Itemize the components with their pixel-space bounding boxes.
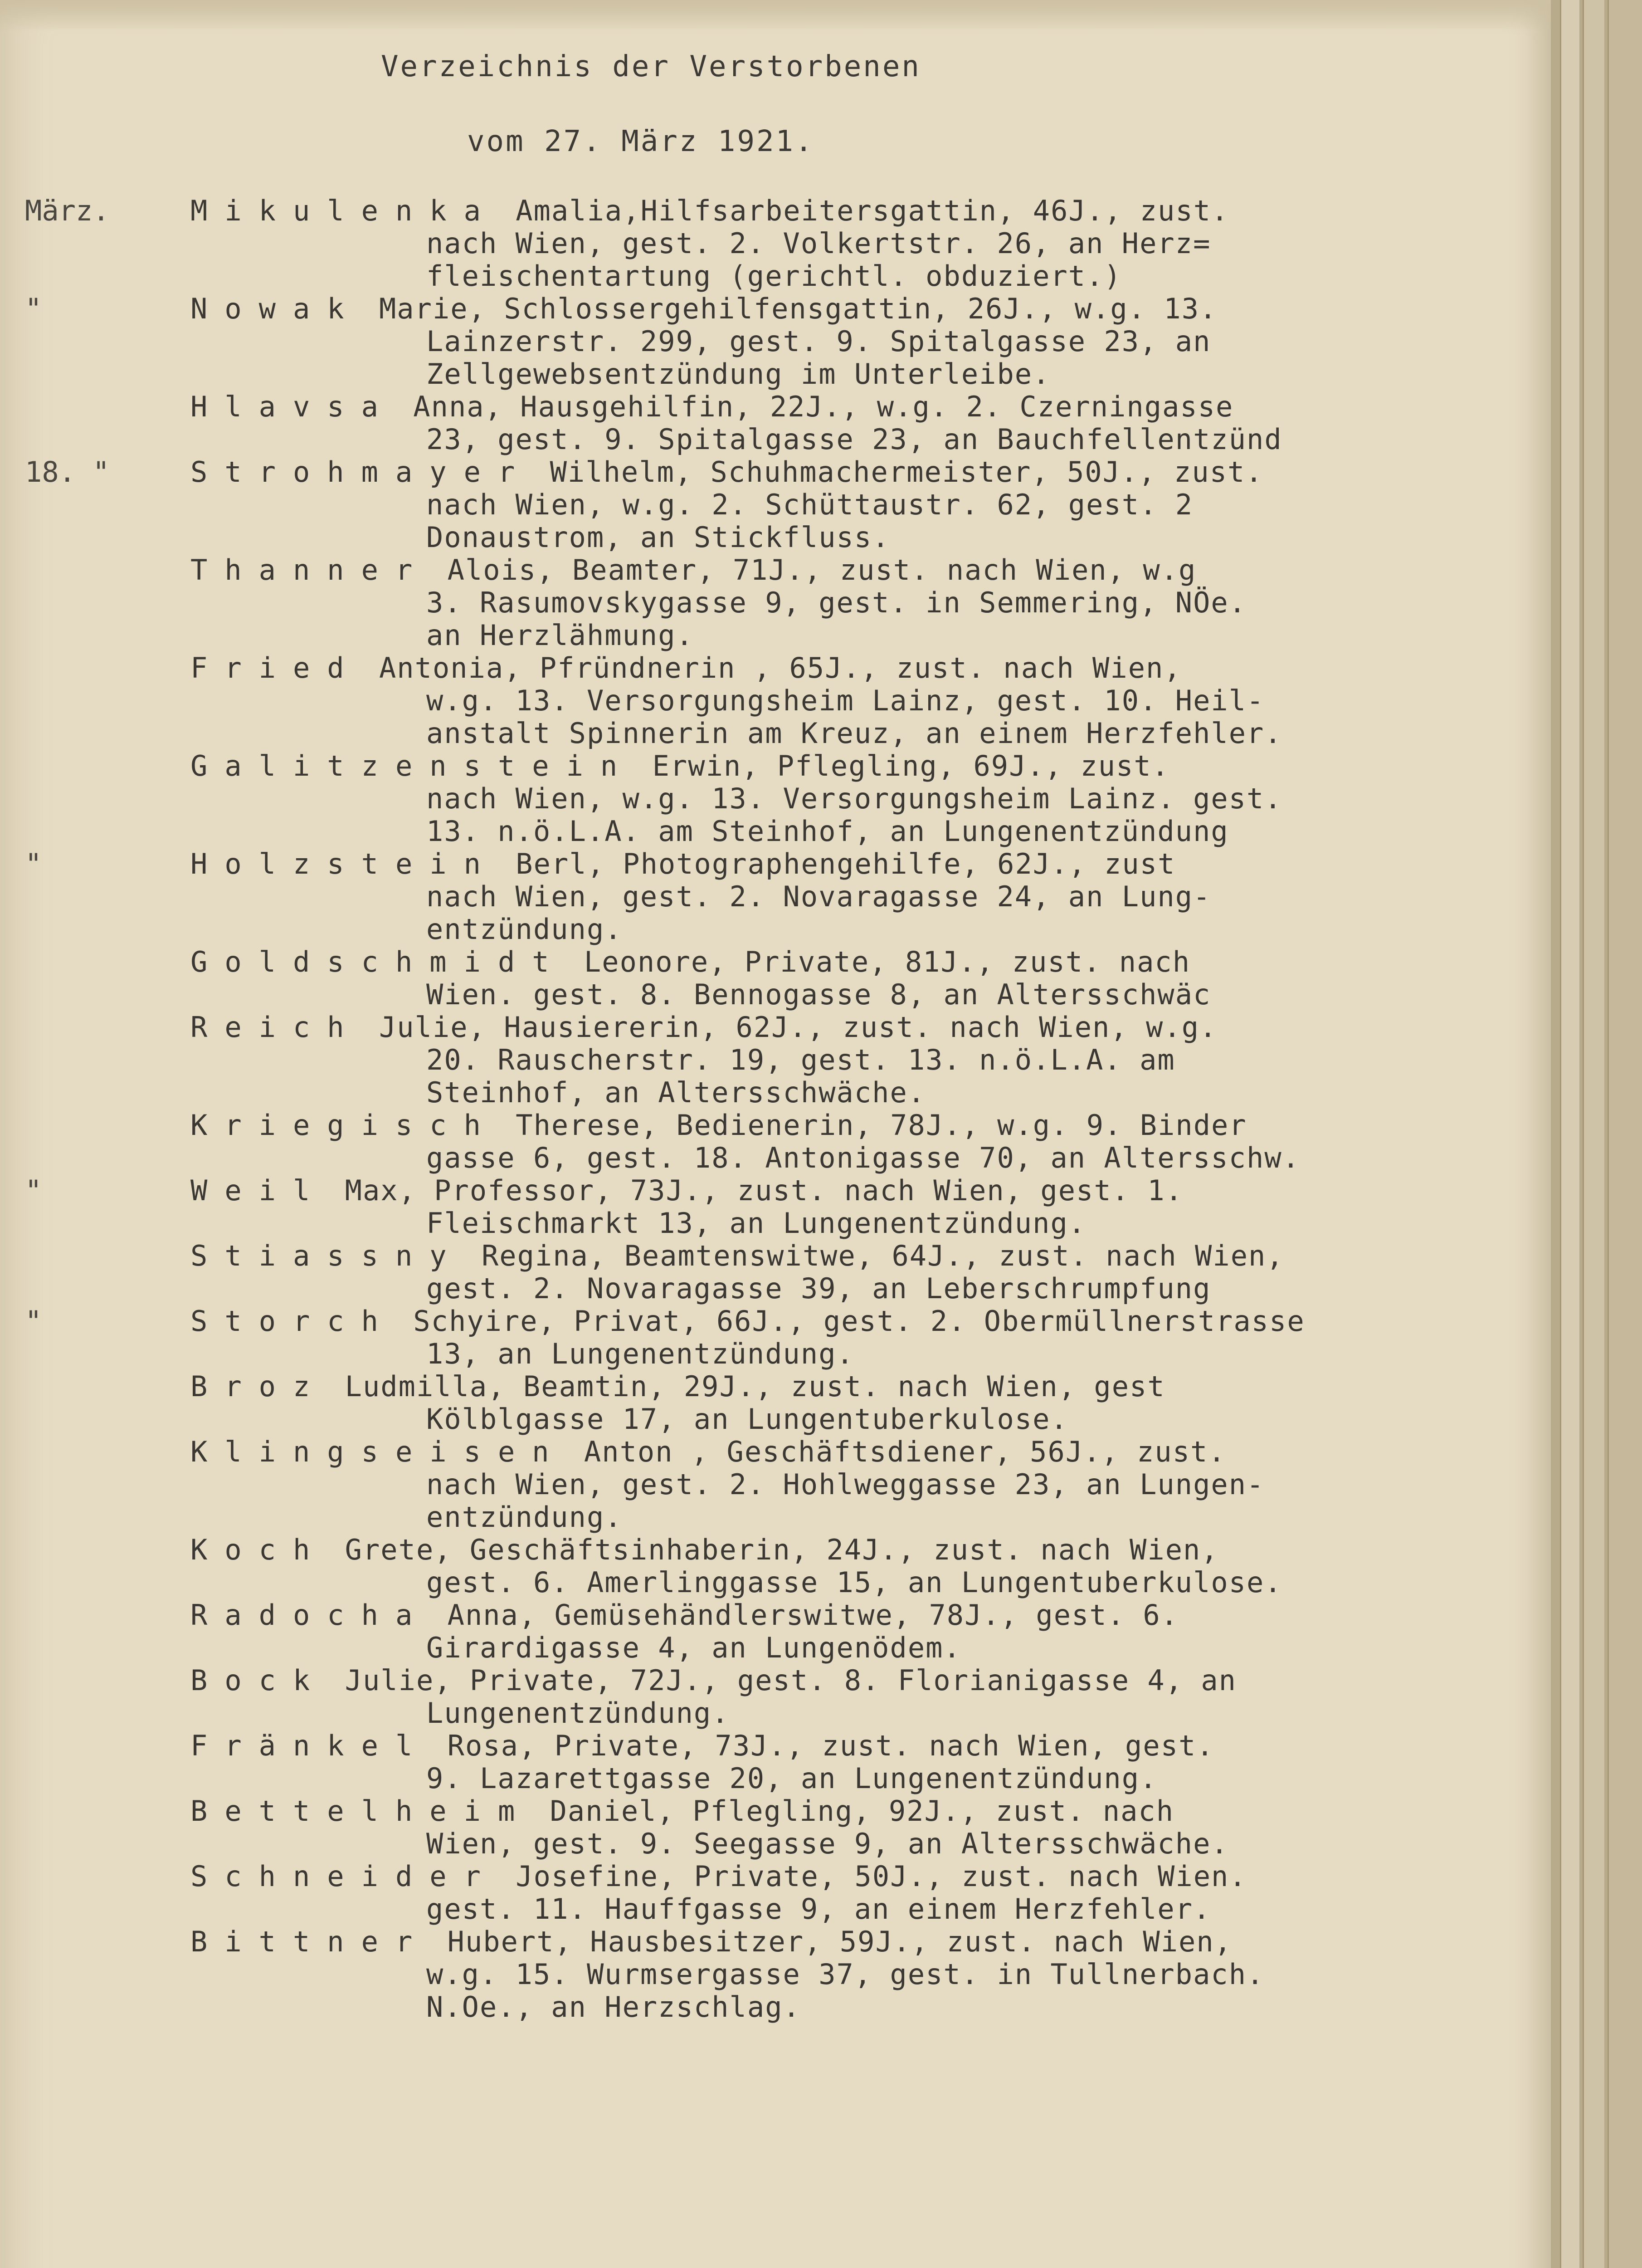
entry-details: Alois, Beamter, 71J., zust. nach Wien, w.g [429,553,1197,587]
entry-details: Regina, Beamtenswitwe, 64J., zust. nach Wien, [463,1239,1284,1272]
entry-continuation-line: nach Wien, gest. 2. Volkertstr. 26, an Herz= [426,227,1211,260]
stacked-page-edge [1583,0,1604,2268]
entry-first-line [190,1175,1183,1207]
entry-continuation-line: Lungenentzündung. [426,1696,730,1730]
entry-continuation-line: Girardigasse 4, an Lungenödem. [426,1631,961,1664]
entry-first-line [190,456,1263,488]
entry-surname: Broz [190,1370,327,1403]
entry-surname: Hlavsa [190,390,395,423]
entry-details: Schyire, Privat, 66J., gest. 2. Obermüllnerstrasse [395,1305,1305,1338]
entry-continuation-line: gest. 2. Novaragasse 39, an Leberschrumpfung [426,1272,1211,1305]
entry-first-line [190,1665,1237,1696]
entry-details: Amalia,Hilfsarbeitersgattin, 46J., zust. [497,194,1229,227]
entry-details: Hubert, Hausbesitzer, 59J., zust. nach Wien, [429,1925,1233,1958]
entry-details: Berl, Photographengehilfe, 62J., zust [497,847,1176,880]
entry-first-line [190,554,1196,586]
entry-details: Erwin, Pflegling, 69J., zust. [634,749,1170,782]
entry-first-line [190,293,1217,325]
entry-details: Grete, Geschäftsinhaberin, 24J., zust. nach Wien, [327,1533,1219,1566]
entry-details: Julie, Private, 72J., gest. 8. Florianigasse 4, an [327,1664,1237,1697]
entry-surname: Bettelheim [190,1794,532,1828]
entry-details: Julie, Hausiererin, 62J., zust. nach Wien, w.g. [361,1011,1218,1044]
entry-surname: Radocha [190,1598,430,1632]
entry-first-line [190,848,1175,880]
entry-surname: Fränkel [190,1729,430,1762]
entry-continuation-line: an Herzlähmung. [426,619,694,652]
entry-first-line [190,652,1182,684]
entry-date: " [25,292,42,325]
page-title: Verzeichnis der Verstorbenen [381,50,921,83]
entry-continuation-line: w.g. 13. Versorgungsheim Lainz, gest. 10. Heil- [426,684,1265,717]
entry-surname: Stiassny [190,1239,464,1272]
stacked-page-edge [1560,0,1579,2268]
entry-first-line [190,195,1229,227]
entry-continuation-line: Zellgewebsentzündung im Unterleibe. [426,357,1051,391]
entry-continuation-line: 20. Rauscherstr. 19, gest. 13. n.ö.L.A. am [426,1043,1175,1076]
entry-continuation-line: gest. 11. Hauffgasse 9, an einem Herzfehler. [426,1892,1211,1926]
entry-first-line [190,1730,1214,1762]
entry-continuation-line: 13. n.ö.L.A. am Steinhof, an Lungenentzündung [426,815,1229,848]
entry-details: Anna, Gemüsehändlerswitwe, 78J., gest. 6. [429,1598,1179,1632]
entry-surname: Holzstein [190,847,498,880]
entry-continuation-line: 3. Rasumovskygasse 9, gest. in Semmering, NÖe. [426,586,1247,619]
entry-date: " [25,847,42,880]
entry-details: Josefine, Private, 50J., zust. nach Wien. [497,1860,1247,1893]
entry-surname: Bittner [190,1925,430,1958]
entry-first-line [190,1110,1247,1141]
entry-continuation-line: entzündung. [426,913,623,946]
entry-first-line [190,1012,1217,1043]
entry-details: Wilhelm, Schuhmachermeister, 50J., zust. [532,455,1263,489]
entry-continuation-line: gasse 6, gest. 18. Antonigasse 70, an Altersschw. [426,1141,1301,1174]
entry-continuation-line: nach Wien, gest. 2. Hohlweggasse 23, an Lungen- [426,1468,1265,1501]
entry-surname: Mikulenka [190,194,498,227]
stacked-page-edge [1608,0,1642,2268]
entry-continuation-line: Steinhof, an Altersschwäche. [426,1076,926,1109]
entry-continuation-line: nach Wien, gest. 2. Novaragasse 24, an Lung- [426,880,1211,913]
entry-first-line [190,750,1169,782]
entry-date: " [25,1174,42,1207]
entry-continuation-line: Fleischmarkt 13, an Lungenentzündung. [426,1207,1087,1240]
entry-details: Anton , Geschäftsdiener, 56J., zust. [566,1435,1226,1468]
entry-details: Marie, Schlossergehilfensgattin, 26J., w.g. 13. [361,292,1218,325]
entry-continuation-line: Wien, gest. 9. Seegasse 9, an Altersschwäche. [426,1827,1229,1860]
entry-surname: Storch [190,1305,395,1338]
entry-details: Antonia, Pfründnerin , 65J., zust. nach Wien, [361,651,1182,684]
entry-continuation-line: nach Wien, w.g. 13. Versorgungsheim Lainz. gest. [426,782,1282,815]
entry-continuation-line: 9. Lazarettgasse 20, an Lungenentzündung. [426,1762,1158,1795]
entry-surname: Reich [190,1011,361,1044]
entry-continuation-line: fleischentartung (gerichtl. obduziert.) [426,259,1122,293]
entry-continuation-line: Wien. gest. 8. Bennogasse 8, an Altersschwäc [426,978,1211,1011]
entry-details: Daniel, Pflegling, 92J., zust. nach [532,1794,1174,1828]
entry-surname: Galitzenstein [190,749,635,782]
entry-details: Ludmilla, Beamtin, 29J., zust. nach Wien, gest [327,1370,1165,1403]
entry-date: März. [25,194,110,227]
entry-first-line [190,391,1233,423]
entry-surname: Koch [190,1533,327,1566]
entry-surname: Klingseisen [190,1435,566,1468]
entry-first-line [190,1926,1232,1958]
entry-continuation-line: entzündung. [426,1501,623,1534]
entry-surname: Goldschmidt [190,945,566,978]
entry-first-line [190,1240,1284,1272]
entry-continuation-line: anstalt Spinnerin am Kreuz, an einem Herzfehler. [426,717,1282,750]
entry-surname: Fried [190,651,361,684]
entry-first-line [190,1861,1247,1892]
entry-surname: Bock [190,1664,327,1697]
entry-surname: Kriegisch [190,1109,498,1142]
entry-continuation-line: gest. 6. Amerlinggasse 15, an Lungentuberkulose. [426,1566,1282,1599]
entry-surname: Schneider [190,1860,498,1893]
entry-continuation-line: 23, gest. 9. Spitalgasse 23, an Bauchfellentzünd [426,423,1282,456]
entry-surname: Thanner [190,553,430,587]
entry-continuation-line: Lainzerstr. 299, gest. 9. Spitalgasse 23, an [426,325,1211,358]
entry-details: Leonore, Private, 81J., zust. nach [566,945,1191,978]
entry-continuation-line: w.g. 15. Wurmsergasse 37, gest. in Tullnerbach. [426,1958,1265,1991]
entry-continuation-line: Kölblgasse 17, an Lungentuberkulose. [426,1403,1068,1436]
entry-first-line [190,1371,1165,1403]
entry-date: 18. " [25,455,110,489]
entry-details: Rosa, Private, 73J., zust. nach Wien, gest. [429,1729,1214,1762]
entry-first-line [190,1795,1174,1827]
entry-continuation-line: nach Wien, w.g. 2. Schüttaustr. 62, gest. 2 [426,488,1194,521]
entry-first-line [190,1305,1305,1337]
entry-surname: Weil [190,1174,327,1207]
entry-continuation-line: N.Oe., an Herzschlag. [426,1990,801,2024]
entry-surname: Nowak [190,292,361,325]
entry-continuation-line: 13, an Lungenentzündung. [426,1337,854,1370]
entry-date: " [25,1305,42,1338]
entry-first-line [190,946,1190,978]
entry-details: Anna, Hausgehilfin, 22J., w.g. 2. Czerningasse [395,390,1234,423]
entry-details: Max, Professor, 73J., zust. nach Wien, gest. 1. [327,1174,1184,1207]
page-date: vom 27. März 1921. [467,125,814,158]
entry-first-line [190,1599,1179,1631]
entry-first-line [190,1534,1219,1566]
entry-surname: Strohmayer [190,455,532,489]
entry-first-line [190,1436,1226,1468]
entry-details: Therese, Bedienerin, 78J., w.g. 9. Binder [497,1109,1247,1142]
entry-continuation-line: Donaustrom, an Stickfluss. [426,521,890,554]
